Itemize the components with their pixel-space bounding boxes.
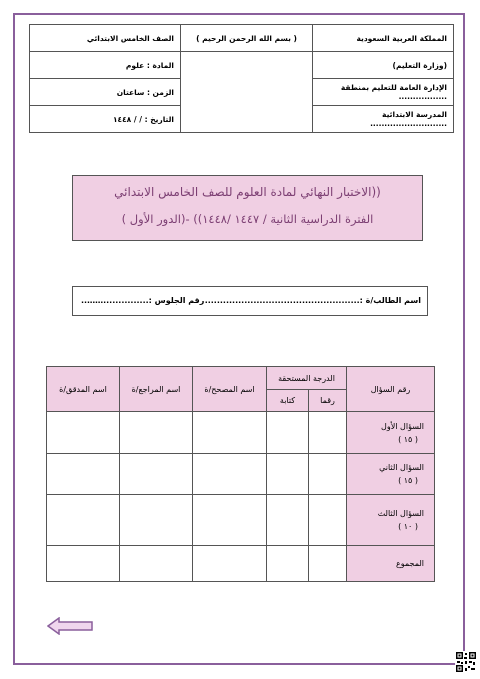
reviewer-cell[interactable] — [120, 546, 193, 582]
digits-cell[interactable] — [309, 454, 347, 495]
subject: المادة : علوم — [30, 52, 181, 79]
auditor-cell[interactable] — [47, 495, 120, 546]
question-no-header: رقم السؤال — [347, 367, 435, 412]
digits-header: رقما — [309, 390, 347, 412]
exam-date: التاريخ : / / ١٤٤٨ — [30, 106, 181, 133]
reviewer-cell[interactable] — [120, 454, 193, 495]
student-info-box — [72, 286, 428, 316]
words-cell[interactable] — [267, 412, 309, 454]
reviewer-cell[interactable] — [120, 412, 193, 454]
corrector-cell[interactable] — [193, 412, 267, 454]
corrector-cell[interactable] — [193, 495, 267, 546]
digits-cell[interactable] — [309, 495, 347, 546]
reviewer-cell[interactable] — [120, 495, 193, 546]
exam-title: ((الاختبار النهائي لمادة العلوم للصف الخامس الابتدائي — [114, 185, 381, 199]
table-row — [47, 495, 435, 546]
words-header: كتابة — [267, 390, 309, 412]
qr-code-icon — [455, 651, 477, 673]
country-name: المملكة العربية السعودية — [313, 25, 454, 52]
exam-title-box — [72, 175, 423, 241]
table-row — [47, 546, 435, 582]
deserved-grade-header: الدرجة المستحقة — [267, 367, 347, 390]
table-row — [47, 412, 435, 454]
words-cell[interactable] — [267, 454, 309, 495]
exam-term: الفترة الدراسية الثانية / ١٤٤٧ /١٤٤٨)) -(الدور الأول ) — [121, 212, 374, 226]
table-row — [47, 454, 435, 495]
school-name: المدرسة الابتدائية ........................... — [313, 106, 454, 133]
words-cell[interactable] — [267, 495, 309, 546]
auditor-cell[interactable] — [47, 412, 120, 454]
auditor-header: اسم المدقق/ة — [47, 367, 120, 412]
exam-time: الزمن : ساعتان — [30, 79, 181, 106]
grades-table — [46, 366, 435, 582]
header-table — [29, 24, 454, 133]
education-admin: الإدارة العامة للتعليم بمنطقة ................. — [313, 79, 454, 106]
words-cell[interactable] — [267, 546, 309, 582]
student-name-field[interactable]: اسم الطالب/ة :................................................... — [204, 296, 421, 305]
left-arrow-icon[interactable] — [47, 617, 93, 635]
corrector-cell[interactable] — [193, 546, 267, 582]
basmala: ( بسم الله الرحمن الرحيم ) — [181, 25, 313, 52]
auditor-cell[interactable] — [47, 546, 120, 582]
reviewer-header: اسم المراجع/ة — [120, 367, 193, 412]
question-cell: السؤال الثاني ( ١٥ ) — [347, 454, 435, 495]
ministry: (وزارة التعليم) — [313, 52, 454, 79]
auditor-cell[interactable] — [47, 454, 120, 495]
digits-cell[interactable] — [309, 546, 347, 582]
total-cell: المجموع — [347, 546, 435, 582]
digits-cell[interactable] — [309, 412, 347, 454]
grade-class: الصف الخامس الابتدائي — [30, 25, 181, 52]
question-cell: السؤال الأول ( ١٥ ) — [347, 412, 435, 454]
seat-number-field[interactable]: رقم الجلوس :...............…….. — [81, 296, 205, 305]
corrector-cell[interactable] — [193, 454, 267, 495]
corrector-header: اسم المصحح/ة — [193, 367, 267, 412]
question-cell: السؤال الثالث ( ١٠ ) — [347, 495, 435, 546]
